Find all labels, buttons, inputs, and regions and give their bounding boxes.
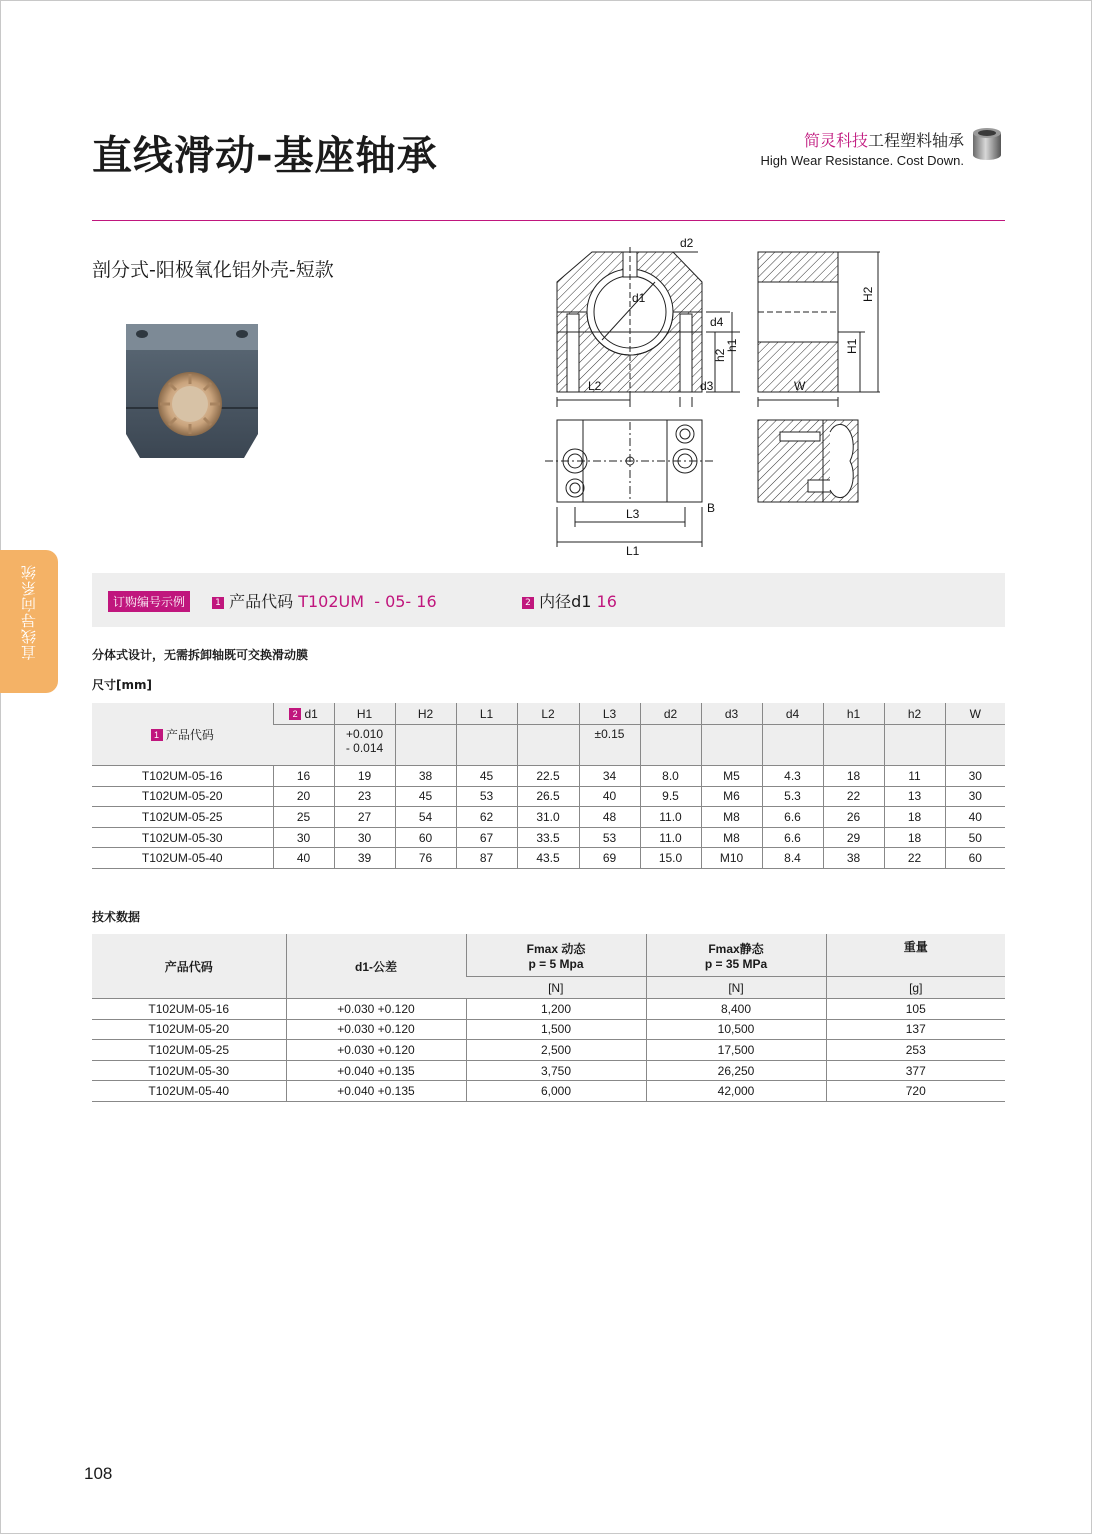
col-header: L1: [456, 703, 517, 725]
item-number-badge: 1: [212, 597, 224, 609]
tech-data-table: [92, 934, 1005, 1102]
dim-l3-label: L3: [626, 507, 640, 521]
item-number-badge: 2: [522, 597, 534, 609]
col-header: L3: [579, 703, 640, 725]
table-cell: 23: [334, 786, 395, 807]
tolerance-cell: [395, 725, 456, 766]
table-cell: T102UM-05-20: [92, 1019, 286, 1040]
table-row: [92, 766, 1005, 787]
table-cell: +0.040 +0.135: [286, 1060, 466, 1081]
table-row: [92, 1060, 1005, 1081]
table-row: [92, 848, 1005, 869]
table-cell: T102UM-05-40: [92, 848, 273, 869]
table-cell: 43.5: [517, 848, 579, 869]
table-cell: M5: [701, 766, 762, 787]
brand-block: [760, 128, 964, 168]
dim-d3-label: d3: [700, 379, 714, 393]
table-cell: 45: [395, 786, 456, 807]
tolerance-cell: +0.010 - 0.014: [334, 725, 395, 766]
order-tag: 订购编号示例: [108, 591, 190, 612]
table-cell: 137: [826, 1019, 1005, 1040]
table-cell: 30: [945, 766, 1005, 787]
table-cell: 2,500: [466, 1040, 646, 1061]
table-cell: 30: [273, 827, 334, 848]
table-cell: 26.5: [517, 786, 579, 807]
brand-highlight: 简灵科技: [803, 131, 868, 150]
col-header: h1: [823, 703, 884, 725]
table-cell: 53: [579, 827, 640, 848]
table-cell: 25: [273, 807, 334, 828]
table-cell: 1,200: [466, 999, 646, 1020]
col-header: h2: [884, 703, 945, 725]
table-cell: 30: [334, 827, 395, 848]
tolerance-cell: [273, 725, 334, 766]
table-cell: 26: [823, 807, 884, 828]
order-diameter-label: 内径d1: [539, 592, 592, 611]
table-cell: 22.5: [517, 766, 579, 787]
table-row: [92, 807, 1005, 828]
tolerance-cell: [762, 725, 823, 766]
table-cell: 16: [273, 766, 334, 787]
table-cell: 87: [456, 848, 517, 869]
table-row: [92, 1040, 1005, 1061]
table-cell: 76: [395, 848, 456, 869]
col-header: H1: [334, 703, 395, 725]
table-cell: 62: [456, 807, 517, 828]
unit-cell: [N]: [466, 977, 646, 999]
table-cell: 26,250: [646, 1060, 826, 1081]
table-cell: 8.0: [640, 766, 701, 787]
tolerance-cell: [884, 725, 945, 766]
table-cell: 10,500: [646, 1019, 826, 1040]
table-cell: 8.4: [762, 848, 823, 869]
table-cell: 105: [826, 999, 1005, 1020]
table-cell: M10: [701, 848, 762, 869]
table-cell: T102UM-05-40: [92, 1081, 286, 1102]
table-cell: 53: [456, 786, 517, 807]
table-cell: 6,000: [466, 1081, 646, 1102]
col-header: L2: [517, 703, 579, 725]
table-cell: T102UM-05-25: [92, 807, 273, 828]
code-header: 1 产品代码: [92, 703, 273, 766]
table-cell: 20: [273, 786, 334, 807]
header-rule: [92, 220, 1005, 221]
table-cell: +0.030 +0.120: [286, 1040, 466, 1061]
dim-H1-label: H1: [845, 338, 859, 354]
table-cell: 6.6: [762, 807, 823, 828]
page-title: 直线滑动-基座轴承: [92, 133, 438, 179]
table-cell: 39: [334, 848, 395, 869]
table-row: [92, 786, 1005, 807]
brand-name: 工程塑料轴承: [867, 131, 964, 150]
page-number: 108: [84, 1464, 113, 1483]
table-cell: 4.3: [762, 766, 823, 787]
table-cell: 40: [579, 786, 640, 807]
dim-h1-small-label: h1: [725, 338, 739, 352]
tolerance-cell: [640, 725, 701, 766]
table-cell: 11.0: [640, 807, 701, 828]
tech-dyn-header: Fmax 动态 p = 5 Mpa: [466, 934, 646, 977]
tech-weight-header: 重量: [826, 934, 1005, 977]
table-cell: 15.0: [640, 848, 701, 869]
table-cell: 30: [945, 786, 1005, 807]
table-cell: T102UM-05-25: [92, 1040, 286, 1061]
bushing-logo-icon: [970, 126, 1004, 162]
dim-d1-label: d1: [632, 291, 646, 305]
col-header: d4: [762, 703, 823, 725]
table-cell: 11: [884, 766, 945, 787]
table-cell: T102UM-05-20: [92, 786, 273, 807]
table-cell: 720: [826, 1081, 1005, 1102]
table-row: [92, 827, 1005, 848]
table-cell: 13: [884, 786, 945, 807]
table-cell: 17,500: [646, 1040, 826, 1061]
tolerance-cell: [701, 725, 762, 766]
table-cell: 1,500: [466, 1019, 646, 1040]
table-cell: T102UM-05-30: [92, 827, 273, 848]
table-cell: 8,400: [646, 999, 826, 1020]
table-row: [92, 999, 1005, 1020]
tolerance-cell: [456, 725, 517, 766]
table-cell: M8: [701, 827, 762, 848]
order-example-box: [92, 573, 1005, 627]
table-cell: 18: [823, 766, 884, 787]
table-cell: 18: [884, 807, 945, 828]
table-cell: T102UM-05-16: [92, 999, 286, 1020]
table-cell: 3,750: [466, 1060, 646, 1081]
tolerance-cell: [945, 725, 1005, 766]
brand-tagline: High Wear Resistance. Cost Down.: [760, 153, 964, 168]
table-cell: 42,000: [646, 1081, 826, 1102]
table-cell: 22: [884, 848, 945, 869]
table-cell: 11.0: [640, 827, 701, 848]
table-row: [92, 1081, 1005, 1102]
order-code-value: T102UM - 05- 16: [298, 592, 437, 611]
tech-tol-header: d1-公差: [286, 934, 466, 999]
dim-h2-label: h2: [713, 348, 727, 362]
table-cell: 27: [334, 807, 395, 828]
order-code-label: 产品代码: [229, 592, 294, 611]
dimensions-table: [92, 703, 1005, 869]
table-cell: 253: [826, 1040, 1005, 1061]
tech-data-label: 技术数据: [92, 910, 141, 924]
dim-d4-label: d4: [710, 315, 724, 329]
table-cell: 40: [273, 848, 334, 869]
dim-l1-label: L1: [626, 544, 640, 557]
table-cell: 9.5: [640, 786, 701, 807]
table-cell: 38: [395, 766, 456, 787]
product-photo: [122, 322, 262, 462]
dimension-diagram: [540, 232, 880, 557]
table-cell: 5.3: [762, 786, 823, 807]
design-note: 分体式设计，无需拆卸轴既可交换滑动膜: [92, 648, 309, 662]
table-row: [92, 1019, 1005, 1040]
col-header: H2: [395, 703, 456, 725]
section-subtitle: 剖分式-阳极氧化铝外壳-短款: [92, 259, 334, 281]
table-cell: 67: [456, 827, 517, 848]
side-tab-label: 直线导向系统: [20, 564, 38, 660]
table-cell: 54: [395, 807, 456, 828]
dimensions-label: 尺寸[mm]: [92, 678, 152, 692]
unit-cell: [N]: [646, 977, 826, 999]
table-cell: 19: [334, 766, 395, 787]
col-header: W: [945, 703, 1005, 725]
dim-w-label: W: [794, 379, 806, 393]
table-cell: 33.5: [517, 827, 579, 848]
table-cell: 48: [579, 807, 640, 828]
tolerance-cell: [823, 725, 884, 766]
side-tab[interactable]: [0, 550, 58, 693]
table-cell: 377: [826, 1060, 1005, 1081]
table-cell: 6.6: [762, 827, 823, 848]
table-cell: 60: [945, 848, 1005, 869]
table-cell: T102UM-05-30: [92, 1060, 286, 1081]
dim-H2-label: H2: [861, 286, 875, 302]
table-cell: 29: [823, 827, 884, 848]
table-cell: 22: [823, 786, 884, 807]
table-cell: M6: [701, 786, 762, 807]
d1-header: 2 d1: [273, 703, 334, 725]
col-header: d3: [701, 703, 762, 725]
table-cell: 40: [945, 807, 1005, 828]
table-cell: 18: [884, 827, 945, 848]
table-cell: 50: [945, 827, 1005, 848]
table-cell: +0.030 +0.120: [286, 1019, 466, 1040]
tolerance-cell: ±0.15: [579, 725, 640, 766]
table-cell: 45: [456, 766, 517, 787]
col-header: d2: [640, 703, 701, 725]
order-item-code: [212, 589, 437, 612]
table-cell: 69: [579, 848, 640, 869]
table-cell: 38: [823, 848, 884, 869]
table-cell: 60: [395, 827, 456, 848]
dim-d2-label: d2: [680, 236, 694, 250]
tech-code-header: 产品代码: [92, 934, 286, 999]
unit-cell: [g]: [826, 977, 1005, 999]
table-cell: T102UM-05-16: [92, 766, 273, 787]
dim-b-label: B: [707, 501, 716, 515]
table-cell: +0.040 +0.135: [286, 1081, 466, 1102]
table-cell: M8: [701, 807, 762, 828]
table-cell: 34: [579, 766, 640, 787]
order-diameter-value: 16: [596, 592, 617, 611]
table-cell: 31.0: [517, 807, 579, 828]
order-item-diameter: [522, 589, 617, 612]
table-cell: +0.030 +0.120: [286, 999, 466, 1020]
dim-l2-label: L2: [588, 379, 602, 393]
tolerance-cell: [517, 725, 579, 766]
tech-stat-header: Fmax静态 p = 35 MPa: [646, 934, 826, 977]
